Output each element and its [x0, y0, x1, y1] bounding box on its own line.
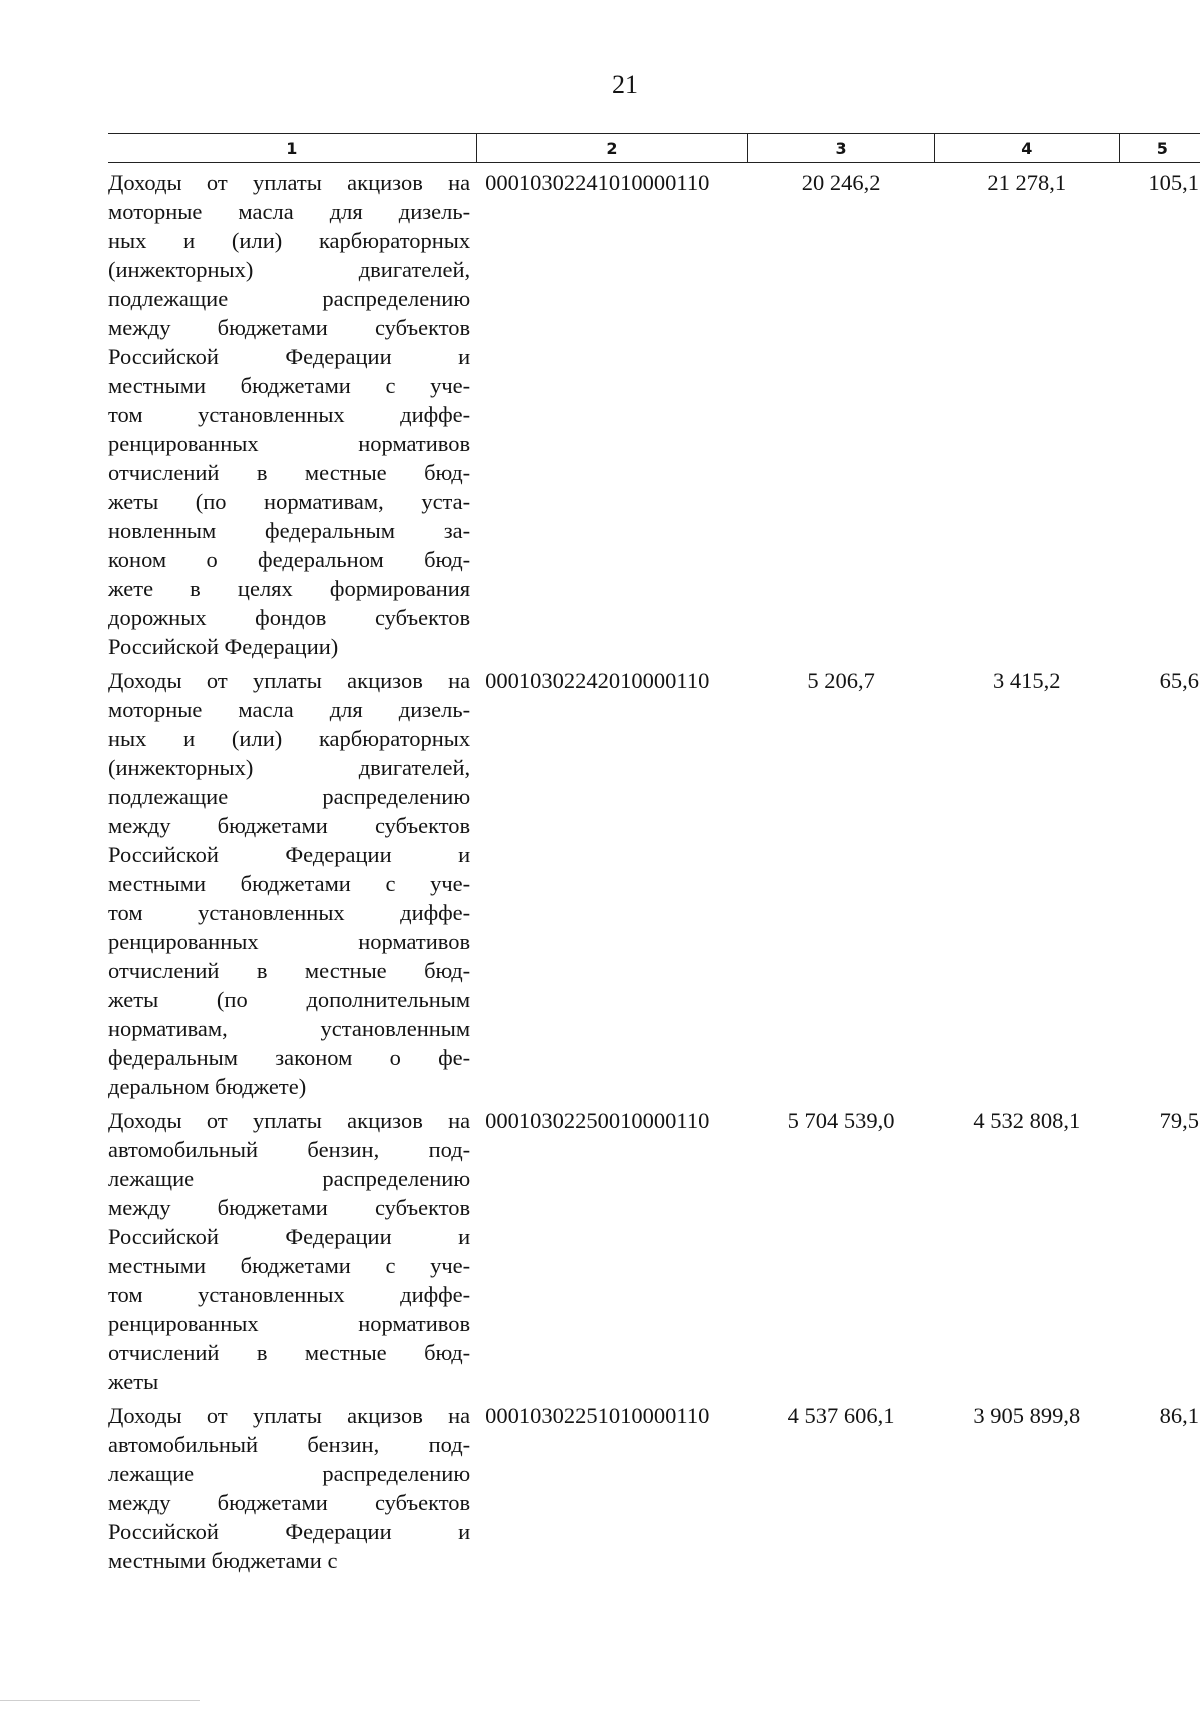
row-name-line: между бюджетами субъектов — [108, 1490, 471, 1515]
table-row — [108, 1101, 1200, 1396]
row-col3: 4 537 606,1 — [787, 1403, 895, 1428]
row-col5: 65,6 — [1159, 668, 1199, 693]
revenue-table — [108, 133, 1200, 1575]
row-code: 00010302250010000110 — [485, 1108, 710, 1133]
row-name-line: между бюджетами субъектов — [108, 813, 471, 838]
row-code: 00010302242010000110 — [485, 668, 710, 693]
row-name-line: ных и (или) карбюраторных — [108, 228, 471, 253]
row-name-line: Российской Федерации и — [108, 1519, 471, 1544]
row-name-line: том установленных диффе- — [108, 402, 471, 427]
row-name-line: местными бюджетами с уче- — [108, 1253, 471, 1278]
row-name-line: Доходы от уплаты акцизов на — [108, 1403, 471, 1428]
row-name — [108, 1396, 476, 1575]
row-col4: 21 278,1 — [987, 170, 1067, 195]
table-body — [108, 163, 1200, 1576]
table-header-row — [108, 134, 1200, 163]
row-name-line: жете в целях формирования — [108, 576, 471, 601]
row-name-line: подлежащие распределению — [108, 286, 471, 311]
header-col-3: 3 — [748, 134, 935, 163]
row-name-line: деральном бюджете) — [108, 1074, 307, 1099]
row-name-line: жеты (по нормативам, уста- — [108, 489, 471, 514]
row-name-line: Доходы от уплаты акцизов на — [108, 668, 471, 693]
row-name-line: моторные масла для дизель- — [108, 199, 471, 224]
row-col5: 105,1 — [1148, 170, 1199, 195]
row-name-line: нормативам, установленным — [108, 1016, 471, 1041]
page-number: 21 — [612, 70, 638, 99]
row-name-line: Доходы от уплаты акцизов на — [108, 1108, 471, 1133]
row-name — [108, 1101, 476, 1396]
row-name-line: федеральным законом о фе- — [108, 1045, 471, 1070]
row-name-line: отчислений в местные бюд- — [108, 958, 471, 983]
header-col-1: 1 — [108, 134, 476, 163]
scan-artifact-line — [0, 1700, 200, 1701]
row-name-line: лежащие распределению — [108, 1461, 471, 1486]
table-row — [108, 1396, 1200, 1575]
row-name-line: между бюджетами субъектов — [108, 1195, 471, 1220]
row-name — [108, 163, 476, 662]
row-name-line: местными бюджетами с уче- — [108, 373, 471, 398]
row-col5: 86,1 — [1159, 1403, 1199, 1428]
table-row — [108, 661, 1200, 1101]
row-name-line: (инжекторных) двигателей, — [108, 755, 471, 780]
row-name-line: Доходы от уплаты акцизов на — [108, 170, 471, 195]
header-col-5: 5 — [1119, 134, 1200, 163]
row-name-line: Российской Федерации и — [108, 1224, 471, 1249]
row-name-line: лежащие распределению — [108, 1166, 471, 1191]
row-name-line: (инжекторных) двигателей, — [108, 257, 471, 282]
row-name-line: отчислений в местные бюд- — [108, 460, 471, 485]
row-code: 00010302251010000110 — [485, 1403, 710, 1428]
row-name-line: дорожных фондов субъектов — [108, 605, 471, 630]
row-name-line: Российской Федерации) — [108, 634, 339, 659]
row-name-line: том установленных диффе- — [108, 1282, 471, 1307]
table-row — [108, 163, 1200, 662]
row-name-line: ренцированных нормативов — [108, 1311, 471, 1336]
row-name-line: жеты — [108, 1369, 159, 1394]
row-name-line: между бюджетами субъектов — [108, 315, 471, 340]
row-name-line: автомобильный бензин, под- — [108, 1137, 471, 1162]
row-name-line: коном о федеральном бюд- — [108, 547, 471, 572]
header-col-2: 2 — [476, 134, 748, 163]
row-name-line: том установленных диффе- — [108, 900, 471, 925]
row-col4: 3 415,2 — [993, 668, 1061, 693]
row-col4: 4 532 808,1 — [973, 1108, 1081, 1133]
row-name-line: местными бюджетами с — [108, 1548, 338, 1573]
row-name-line: жеты (по дополнительным — [108, 987, 471, 1012]
header-col-4: 4 — [934, 134, 1119, 163]
row-col5: 79,5 — [1159, 1108, 1199, 1133]
row-name-line: местными бюджетами с уче- — [108, 871, 471, 896]
row-name-line: автомобильный бензин, под- — [108, 1432, 471, 1457]
row-name-line: ренцированных нормативов — [108, 929, 471, 954]
row-col4: 3 905 899,8 — [973, 1403, 1081, 1428]
row-name-line: отчислений в местные бюд- — [108, 1340, 471, 1365]
row-name-line: Российской Федерации и — [108, 344, 471, 369]
row-name-line: ных и (или) карбюраторных — [108, 726, 471, 751]
row-name — [108, 661, 476, 1101]
row-code: 00010302241010000110 — [485, 170, 710, 195]
row-name-line: моторные масла для дизель- — [108, 697, 471, 722]
row-col3: 20 246,2 — [801, 170, 881, 195]
row-name-line: ренцированных нормативов — [108, 431, 471, 456]
row-name-line: подлежащие распределению — [108, 784, 471, 809]
row-name-line: Российской Федерации и — [108, 842, 471, 867]
row-col3: 5 704 539,0 — [787, 1108, 895, 1133]
row-col3: 5 206,7 — [807, 668, 875, 693]
row-name-line: новленным федеральным за- — [108, 518, 471, 543]
